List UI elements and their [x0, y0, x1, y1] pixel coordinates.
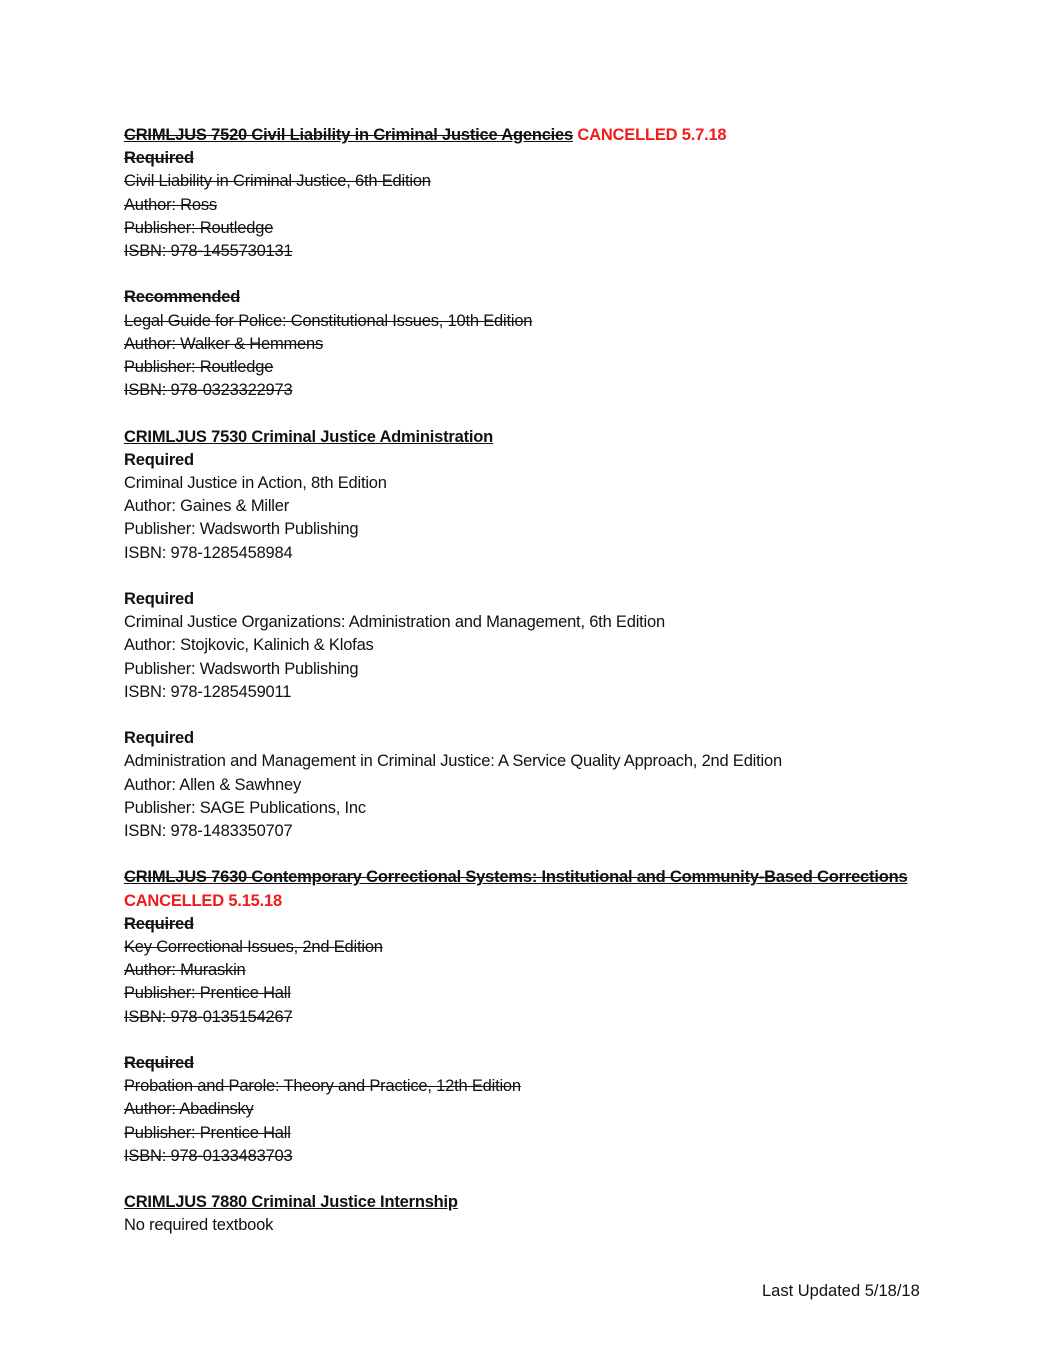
book-title: Civil Liability in Criminal Justice, 6th Edition: [124, 172, 431, 191]
book-publisher: Publisher: Wadsworth Publishing: [124, 520, 359, 539]
book-author: Author: Muraskin: [124, 961, 246, 980]
book-author: Author: Gaines & Miller: [124, 497, 290, 516]
cancelled-badge: CANCELLED 5.15.18: [124, 891, 282, 910]
book-isbn: ISBN: 978-1483350707: [124, 822, 293, 841]
book-title: Legal Guide for Police: Constitutional Issues, 10th Edition: [124, 311, 533, 330]
book-publisher: Publisher: Routledge: [124, 218, 274, 237]
course-section-7530: [124, 426, 944, 867]
book-publisher: Publisher: Wadsworth Publishing: [124, 659, 359, 678]
book-isbn: ISBN: 978-0135154267: [124, 1007, 293, 1026]
book-type: Required: [124, 1054, 194, 1073]
book-author: Author: Stojkovic, Kalinich & Klofas: [124, 636, 374, 655]
cancelled-badge: CANCELLED 5.7.18: [577, 126, 727, 144]
book-publisher: Publisher: Prentice Hall: [124, 1123, 291, 1142]
book-title: Criminal Justice Organizations: Administration and Management, 6th Edition: [124, 613, 665, 632]
book-type: Required: [124, 149, 194, 168]
book-isbn: ISBN: 978-1285459011: [124, 682, 292, 701]
last-updated: Last Updated 5/18/18: [762, 1282, 920, 1300]
book-type: Required: [124, 590, 194, 609]
book-isbn: ISBN: 978-1285458984: [124, 543, 293, 562]
book-publisher: Publisher: Prentice Hall: [124, 984, 291, 1003]
course-title: CRIMLJUS 7630 Contemporary Correctional Systems: Institutional and Community-Based Corrections: [124, 868, 908, 887]
book-author: Author: Ross: [124, 195, 217, 214]
book-type: Required: [124, 450, 194, 469]
book-author: Author: Abadinsky: [124, 1100, 254, 1119]
book-title: Criminal Justice in Action, 8th Edition: [124, 474, 387, 493]
book-type: Required: [124, 914, 194, 933]
course-title: CRIMLJUS 7530 Criminal Justice Administration: [124, 427, 494, 446]
book-author: Author: Allen & Sawhney: [124, 775, 302, 794]
course-section-7880: [124, 1191, 944, 1237]
book-publisher: Publisher: Routledge: [124, 358, 274, 377]
book-isbn: ISBN: 978-0323322973: [124, 381, 293, 400]
book-title: Key Correctional Issues, 2nd Edition: [124, 938, 383, 957]
book-publisher: Publisher: SAGE Publications, Inc: [124, 798, 366, 817]
book-author: Author: Walker & Hemmens: [124, 334, 324, 353]
course-section-7630: [124, 866, 944, 1191]
document-page: [124, 124, 944, 1238]
book-title: Administration and Management in Criminal Justice: A Service Quality Approach, 2nd Edition: [124, 752, 782, 771]
book-title: Probation and Parole: Theory and Practice, 12th Edition: [124, 1077, 521, 1096]
book-isbn: ISBN: 978-1455730131: [124, 242, 293, 261]
course-title: CRIMLJUS 7880 Criminal Justice Internship: [124, 1193, 458, 1212]
book-type: Recommended: [124, 288, 241, 307]
course-title: CRIMLJUS 7520 Civil Liability in Criminal Justice Agencies: [124, 126, 574, 144]
course-note: No required textbook: [124, 1216, 274, 1235]
book-isbn: ISBN: 978-0133483703: [124, 1146, 293, 1165]
course-section-7520: [124, 124, 944, 426]
book-type: Required: [124, 729, 194, 748]
